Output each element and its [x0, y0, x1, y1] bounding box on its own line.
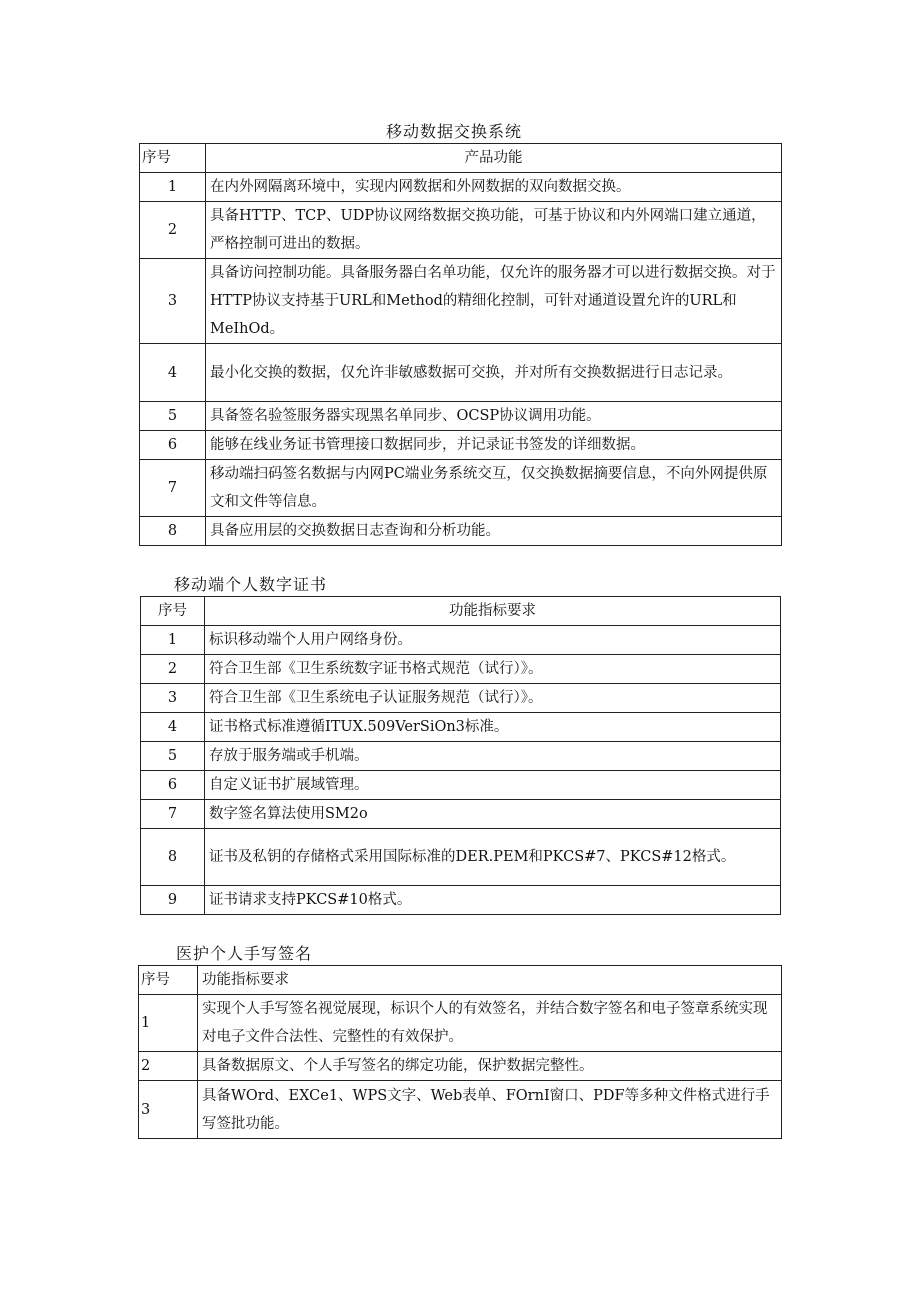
row-num: 2: [141, 655, 205, 684]
header-num: 序号: [141, 597, 205, 626]
table-row: [140, 517, 782, 546]
header-content: 功能指标要求: [205, 597, 781, 626]
row-num: 3: [141, 684, 205, 713]
row-num: 8: [141, 829, 205, 886]
row-num: 3: [140, 259, 206, 344]
row-num: 1: [140, 173, 206, 202]
table-row: [141, 713, 781, 742]
table-row: [140, 460, 782, 517]
table-header-row: [139, 966, 782, 995]
row-text: 具备WOrd、EXCe1、WPS文字、Web表单、FOrnI窗口、PDF等多种文件格式进行手写签批功能。: [198, 1081, 782, 1139]
row-num: 7: [141, 800, 205, 829]
row-num: 9: [141, 886, 205, 915]
row-num: 3: [139, 1081, 198, 1139]
header-content: 产品功能: [206, 144, 782, 173]
header-num: 序号: [139, 966, 198, 995]
header-num: 序号: [140, 144, 206, 173]
row-num: 6: [140, 431, 206, 460]
table-header-row: [141, 597, 781, 626]
table-row: [141, 684, 781, 713]
table-row: [140, 202, 782, 259]
row-num: 5: [140, 402, 206, 431]
row-text: 标识移动端个人用户网络身份。: [205, 626, 781, 655]
row-text: 能够在线业务证书管理接口数据同步，并记录证书签发的详细数据。: [206, 431, 782, 460]
table-row: [139, 995, 782, 1052]
row-text: 数字签名算法使用SM2o: [205, 800, 781, 829]
row-num: 4: [141, 713, 205, 742]
table-row: [140, 431, 782, 460]
table-row: [140, 259, 782, 344]
row-text: 自定义证书扩展域管理。: [205, 771, 781, 800]
row-num: 2: [139, 1052, 198, 1081]
row-text: 证书请求支持PKCS#10格式。: [205, 886, 781, 915]
table-header-row: [140, 144, 782, 173]
row-text: 符合卫生部《卫生系统数字证书格式规范（试行）》。: [205, 655, 781, 684]
row-num: 6: [141, 771, 205, 800]
row-num: 1: [141, 626, 205, 655]
row-text: 具备签名验签服务器实现黑名单同步、OCSP协议调用功能。: [206, 402, 782, 431]
row-text: 在内外网隔离环境中，实现内网数据和外网数据的双向数据交换。: [206, 173, 782, 202]
table-row: [139, 1052, 782, 1081]
row-num: 1: [139, 995, 198, 1052]
row-text: 存放于服务端或手机端。: [205, 742, 781, 771]
row-text: 移动端扫码签名数据与内网PC端业务系统交互，仅交换数据摘要信息，不向外网提供原文和文件等信息。: [206, 460, 782, 517]
table-mobile-certificate: [140, 596, 781, 915]
table-row: [141, 655, 781, 684]
section-title-mobile-certificate: 移动端个人数字证书: [174, 575, 328, 594]
row-num: 5: [141, 742, 205, 771]
table-handwritten-signature: [138, 965, 782, 1139]
table-row: [141, 742, 781, 771]
row-num: 4: [140, 344, 206, 402]
table-row: [141, 829, 781, 886]
row-text: 具备HTTP、TCP、UDP协议网络数据交换功能，可基于协议和内外网端口建立通道，严格控制可进出的数据。: [206, 202, 782, 259]
row-text: 最小化交换的数据，仅允许非敏感数据可交换，并对所有交换数据进行日志记录。: [206, 344, 782, 402]
row-text: 具备数据原文、个人手写签名的绑定功能，保护数据完整性。: [198, 1052, 782, 1081]
row-text: 证书格式标准遵循ITUX.509VerSiOn3标准。: [205, 713, 781, 742]
table-row: [141, 886, 781, 915]
table-row: [140, 402, 782, 431]
row-num: 2: [140, 202, 206, 259]
table-row: [141, 771, 781, 800]
table-row: [140, 173, 782, 202]
header-content: 功能指标要求: [198, 966, 782, 995]
section-title-data-exchange: 移动数据交换系统: [386, 122, 523, 141]
row-num: 7: [140, 460, 206, 517]
table-row: [140, 344, 782, 402]
row-text: 符合卫生部《卫生系统电子认证服务规范（试行）》。: [205, 684, 781, 713]
row-text: 具备应用层的交换数据日志查询和分析功能。: [206, 517, 782, 546]
section-title-handwritten-signature: 医护个人手写签名: [176, 944, 313, 963]
row-text: 证书及私钥的存储格式采用国际标准的DER.PEM和PKCS#7、PKCS#12格式。: [205, 829, 781, 886]
row-text: 具备访问控制功能。具备服务器白名单功能，仅允许的服务器才可以进行数据交换。对于HTTP协议支持基于URL和Method的精细化控制，可针对通道设置允许的URL和MeIhOd。: [206, 259, 782, 344]
row-num: 8: [140, 517, 206, 546]
row-text: 实现个人手写签名视觉展现，标识个人的有效签名，并结合数字签名和电子签章系统实现对电子文件合法性、完整性的有效保护。: [198, 995, 782, 1052]
table-row: [141, 626, 781, 655]
table-row: [141, 800, 781, 829]
table-row: [139, 1081, 782, 1139]
table-data-exchange: [139, 143, 782, 546]
